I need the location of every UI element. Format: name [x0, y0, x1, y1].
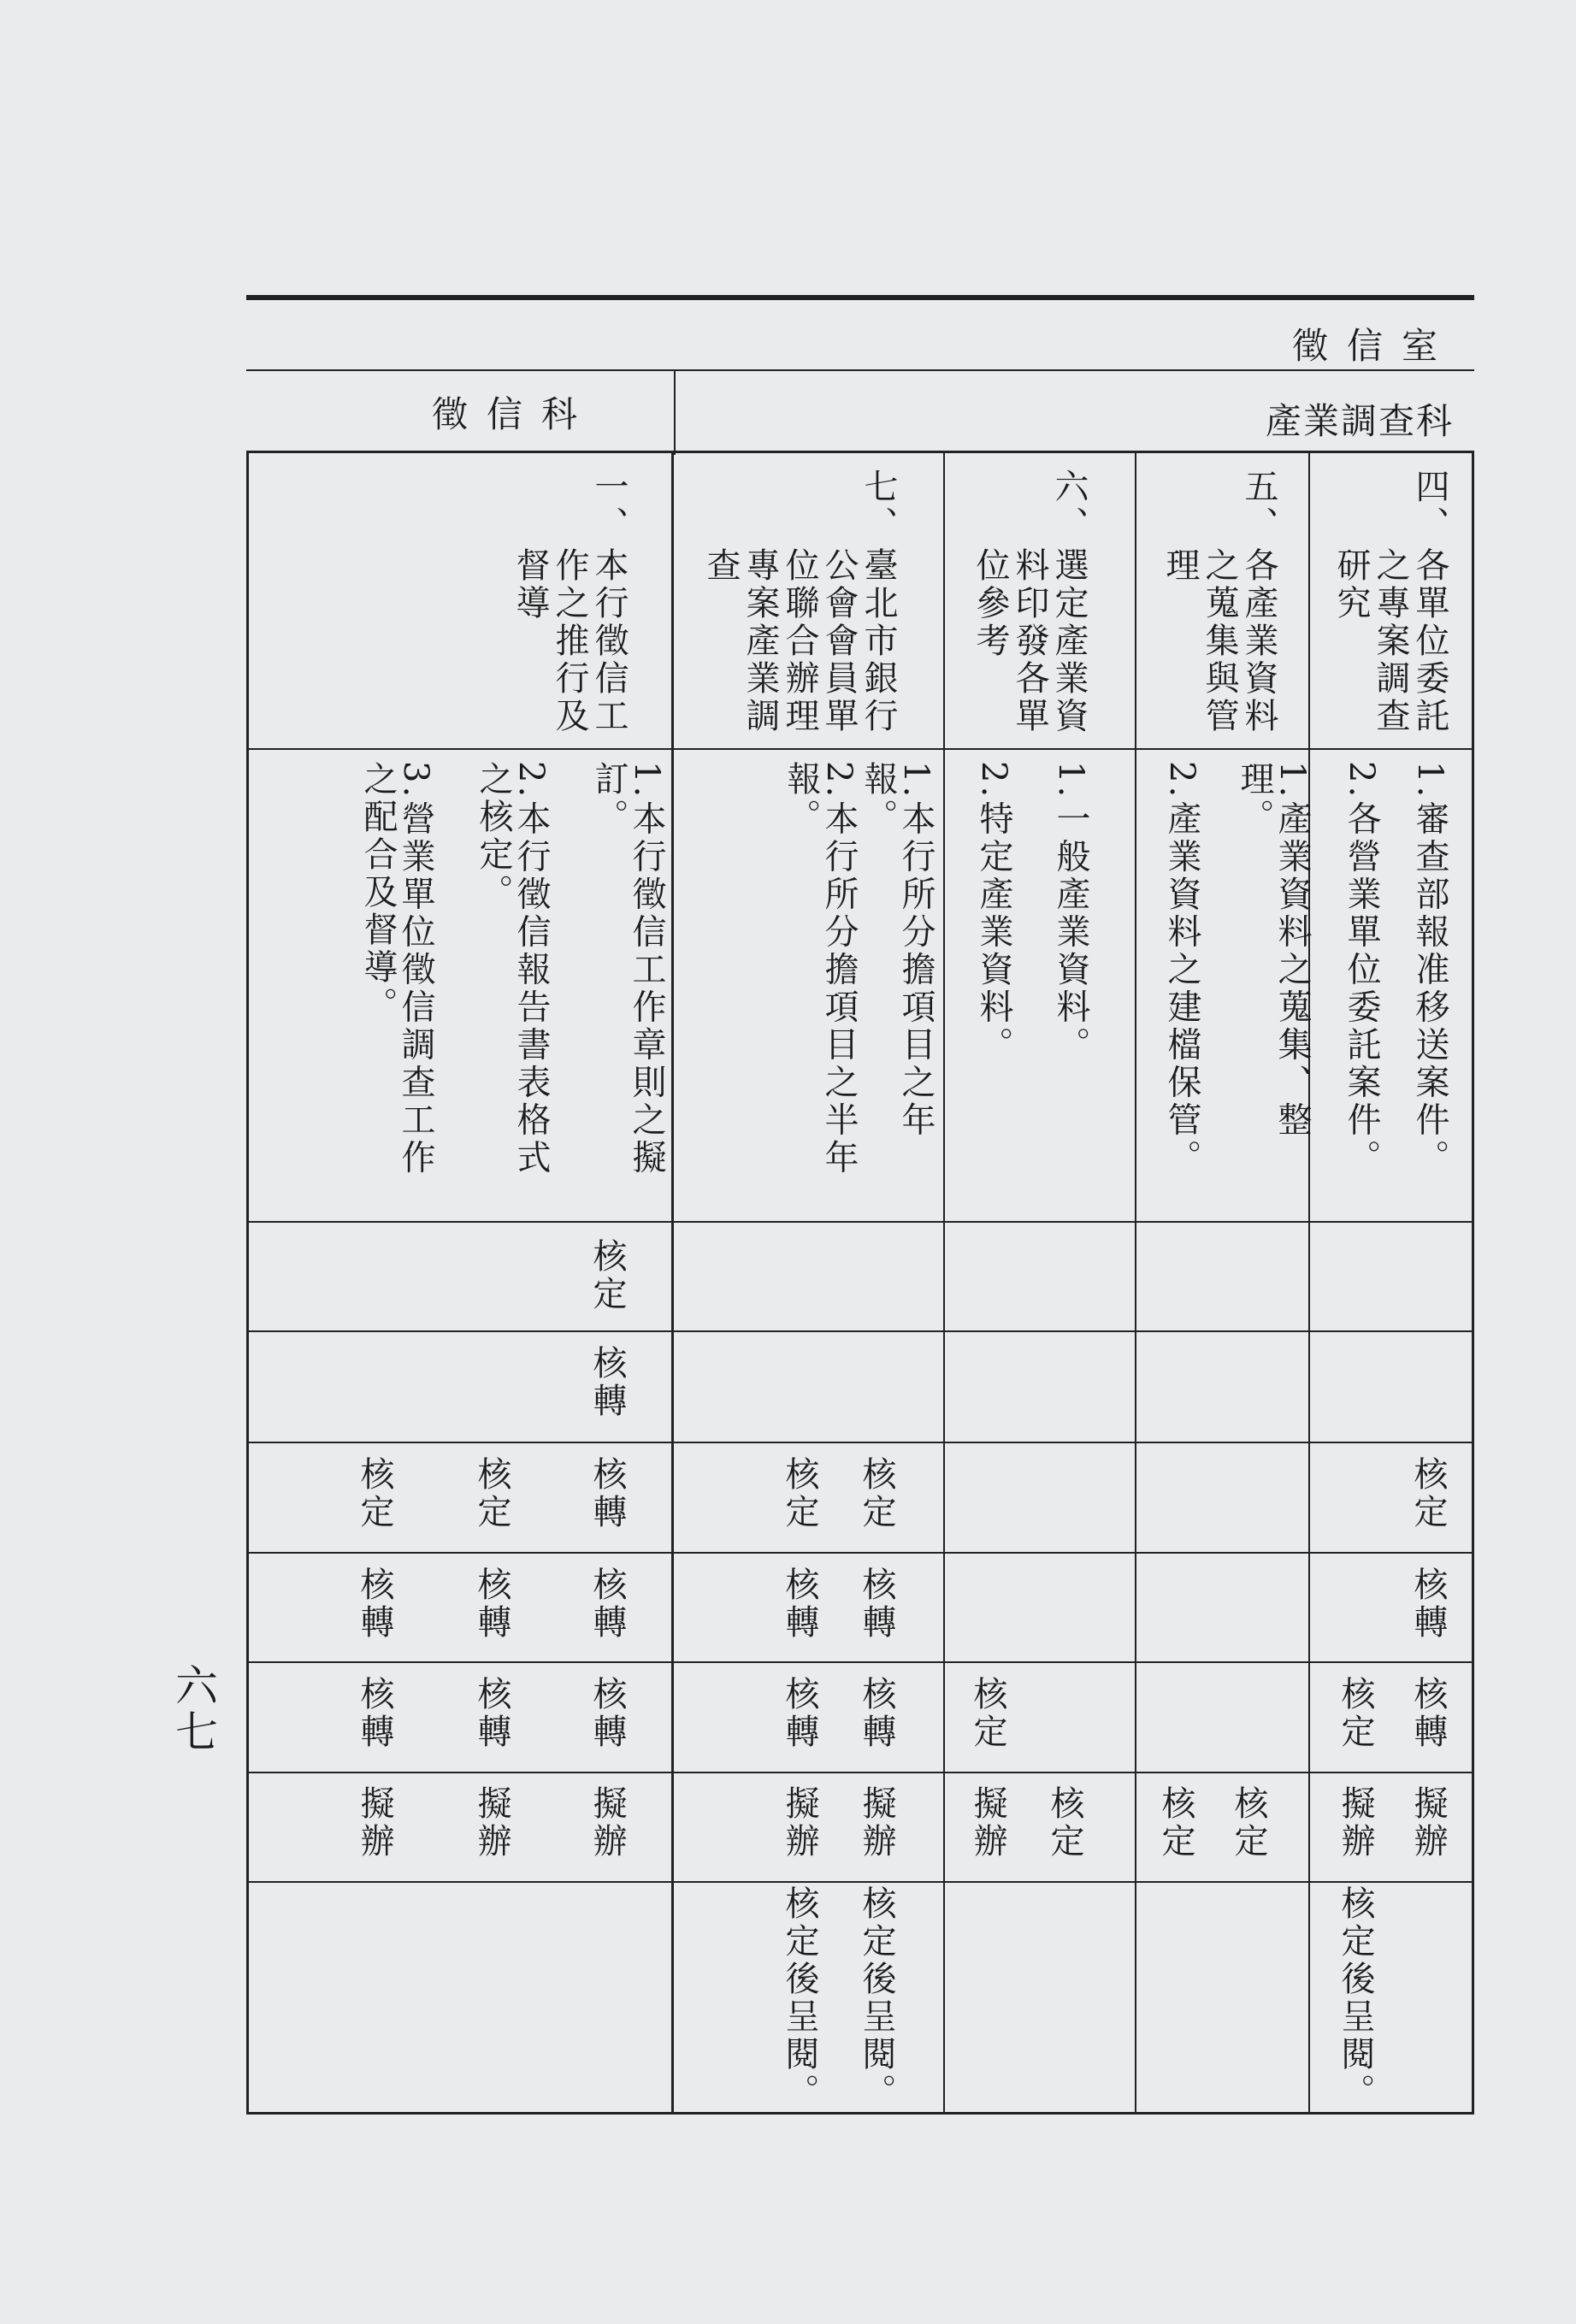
mark-cell: 擬辦 [1336, 1785, 1375, 1861]
task-title-6-line: 六、 [1049, 469, 1089, 544]
mark-cell: 核轉 [587, 1676, 627, 1751]
mark-cell: 核定 [857, 1456, 896, 1531]
mark-cell: 擬辦 [587, 1785, 627, 1861]
row-line [246, 1881, 1472, 1883]
task-1-item-3: 3.營業單位徵信調查工作之配合及督導。 [358, 761, 435, 1177]
task-title-7-line: 專案產業調 [741, 547, 780, 735]
col-line [1135, 451, 1136, 2112]
row-line [246, 748, 1472, 750]
mark-cell: 核定 [1336, 1676, 1375, 1751]
task-title-1-line: 本行徵信工 [589, 547, 629, 735]
task-title-6-line: 選定產業資 [1049, 547, 1089, 735]
mark-cell: 核定 [1156, 1785, 1195, 1861]
task-title-5-line: 理 [1160, 547, 1200, 585]
mark-cell: 核定後呈閱。 [857, 1885, 896, 2111]
page-number: 六七 [168, 1663, 218, 1755]
task-title-4-line: 四、 [1410, 469, 1449, 544]
task-title-5-line: 各產業資料 [1239, 547, 1278, 735]
row-line [246, 1661, 1472, 1663]
mark-cell: 核定 [780, 1456, 819, 1531]
mark-cell: 核轉 [472, 1676, 511, 1751]
task-title-1-line: 作之推行及 [550, 547, 589, 735]
section-title-left: 徵信科 [432, 393, 597, 435]
mark-cell: 核轉 [587, 1456, 627, 1531]
task-5-item-1: 1.產業資料之蒐集、整理。 [1235, 761, 1312, 1140]
task-title-5-line: 之蒐集與管 [1200, 547, 1239, 735]
mark-cell: 核定 [968, 1676, 1007, 1751]
mark-cell: 核轉 [587, 1345, 627, 1420]
task-title-5-line: 五、 [1239, 469, 1278, 544]
top-rule [246, 295, 1474, 300]
row-line [246, 1442, 1472, 1443]
mark-cell: 核轉 [780, 1566, 819, 1642]
mark-cell: 擬辦 [472, 1785, 511, 1861]
mark-cell: 擬辦 [968, 1785, 1007, 1861]
task-6-item-2: 2.特定產業資料。 [974, 761, 1013, 1065]
task-title-6-line: 料印發各單 [1010, 547, 1049, 735]
task-4-item-1: 1.審查部報准移送案件。 [1410, 761, 1449, 1177]
mark-cell: 核定 [355, 1456, 394, 1531]
mark-cell: 核轉 [780, 1676, 819, 1751]
mark-cell: 核定 [1045, 1785, 1084, 1861]
mark-cell: 核轉 [1408, 1566, 1448, 1642]
mark-cell: 擬辦 [1408, 1785, 1448, 1861]
col-line [671, 451, 674, 2112]
task-5-item-2: 2.產業資料之建檔保管。 [1162, 761, 1201, 1177]
mark-cell: 核轉 [857, 1566, 896, 1642]
mark-cell: 核轉 [587, 1566, 627, 1642]
task-1-item-1: 1.本行徵信工作章則之擬訂。 [589, 761, 666, 1177]
mark-cell: 核定後呈閱。 [1336, 1885, 1375, 2111]
task-title-4-line: 之專案調查 [1371, 547, 1410, 735]
task-title-6-line: 位參考 [971, 547, 1010, 660]
task-title-7-line: 查 [701, 547, 741, 585]
task-title-7-line: 位聯合辦理 [780, 547, 819, 735]
mark-cell: 核轉 [355, 1566, 394, 1642]
task-7-item-1: 1.本行所分擔項目之年報。 [859, 761, 936, 1140]
task-6-item-1: 1.一般產業資料。 [1051, 761, 1090, 1065]
row-line [246, 1330, 1472, 1332]
section-title-right: 產業調查科 [1265, 400, 1454, 442]
mark-cell: 核轉 [472, 1566, 511, 1642]
mark-cell: 核轉 [1408, 1676, 1448, 1751]
col-line [1308, 451, 1310, 2112]
task-7-item-2: 2.本行所分擔項目之半年報。 [782, 761, 859, 1177]
task-title-7-line: 臺北市銀行 [859, 547, 898, 735]
mark-cell: 核轉 [857, 1676, 896, 1751]
mark-cell: 核定後呈閱。 [780, 1885, 819, 2111]
mark-cell: 核定 [1408, 1456, 1448, 1531]
office-rule [246, 369, 1474, 371]
task-title-4-line: 各單位委託 [1410, 547, 1449, 735]
task-title-1-line: 一、 [589, 469, 629, 544]
task-4-item-2: 2.各營業單位委託案件。 [1342, 761, 1381, 1177]
task-title-7-line: 七、 [859, 469, 898, 544]
mark-cell: 核定 [587, 1238, 627, 1313]
mark-cell: 擬辦 [857, 1785, 896, 1861]
office-title: 徵信室 [1291, 325, 1456, 367]
task-1-item-2: 2.本行徵信報告書表格式之核定。 [474, 761, 551, 1177]
row-line [246, 1221, 1472, 1223]
mark-cell: 核定 [1229, 1785, 1268, 1861]
mark-cell: 擬辦 [355, 1785, 394, 1861]
mark-cell: 核定 [472, 1456, 511, 1531]
mark-cell: 擬辦 [780, 1785, 819, 1861]
task-title-4-line: 研究 [1331, 547, 1371, 622]
section-divider [674, 369, 676, 455]
row-line [246, 1772, 1472, 1773]
task-title-1-line: 督導 [511, 547, 550, 622]
row-line [246, 1552, 1472, 1554]
mark-cell: 核轉 [355, 1676, 394, 1751]
task-title-7-line: 公會會員單 [819, 547, 859, 735]
col-line [943, 451, 945, 2112]
